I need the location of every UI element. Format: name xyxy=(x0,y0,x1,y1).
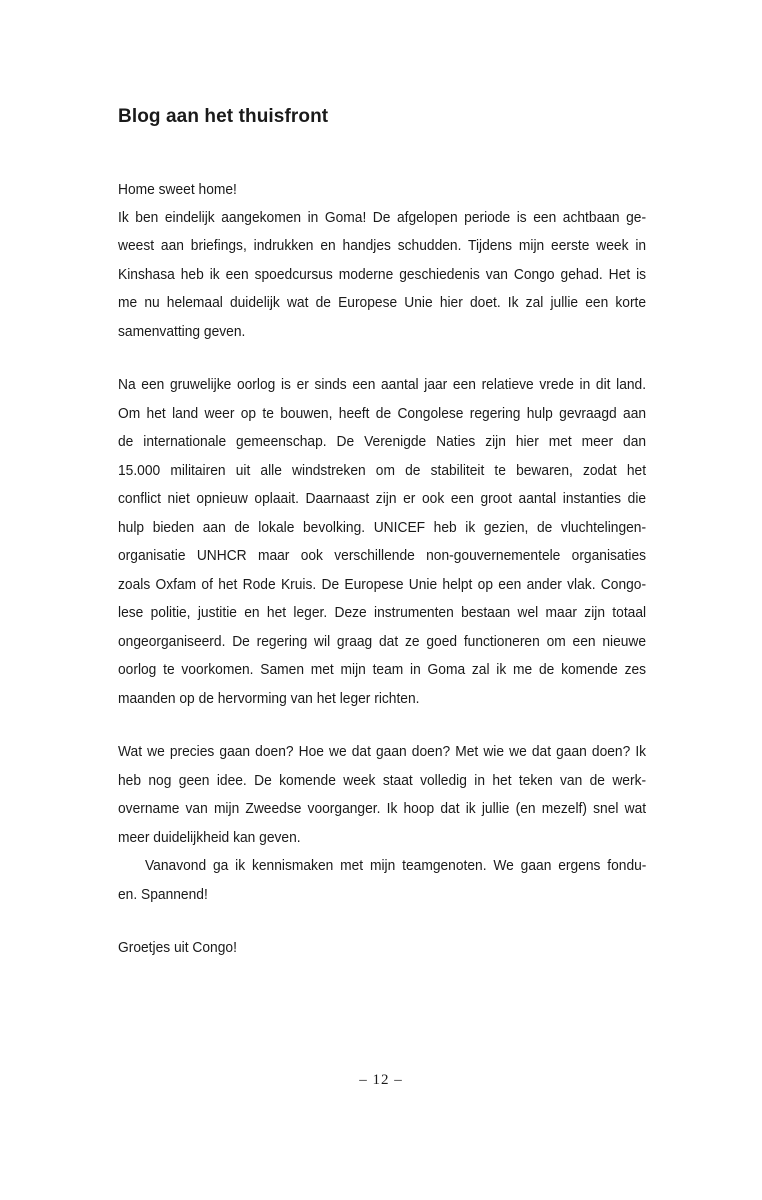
text-line: conflict niet opnieuw oplaait. Daarnaast zijn er ook een groot aantal instanties die xyxy=(118,490,647,507)
text-line: zoals Oxfam of het Rode Kruis. De Europese Unie helpt op een ander vlak. Congo- xyxy=(118,576,647,593)
text-line: 15.000 militairen uit alle windstreken om de stabiliteit te bewaren, zodat het xyxy=(118,462,647,479)
text-line: heb nog geen idee. De komende week staat volledig in het teken van de werk- xyxy=(118,772,647,789)
text-line: Home sweet home! xyxy=(118,181,237,198)
text-line: de internationale gemeenschap. De Verenigde Naties zijn hier met meer dan xyxy=(118,433,647,450)
text-line: organisatie UNHCR maar ook verschillende non-gouvernementele organisaties xyxy=(118,547,647,564)
text-line: Na een gruwelijke oorlog is er sinds een aantal jaar een relatieve vrede in dit land. xyxy=(118,376,647,393)
text-line: oorlog te voorkomen. Samen met mijn team in Goma zal ik me de komende zes xyxy=(118,661,647,678)
text-line: overname van mijn Zweedse voorganger. Ik hoop dat ik jullie (en mezelf) snel wat xyxy=(118,800,647,817)
text-line: lese politie, justitie en het leger. Deze instrumenten bestaan wel maar zijn totaal xyxy=(118,604,647,621)
text-line: Om het land weer op te bouwen, heeft de Congolese regering hulp gevraagd aan xyxy=(118,405,647,422)
text-line: samenvatting geven. xyxy=(118,323,246,340)
text-line: Groetjes uit Congo! xyxy=(118,939,237,956)
text-line: en. Spannend! xyxy=(118,886,208,903)
text-line: Wat we precies gaan doen? Hoe we dat gaan doen? Met wie we dat gaan doen? Ik xyxy=(118,743,647,760)
text-line: Kinshasa heb ik een spoedcursus moderne geschiedenis van Congo gehad. Het is xyxy=(118,266,647,283)
text-line: Ik ben eindelijk aangekomen in Goma! De afgelopen periode is een achtbaan ge- xyxy=(118,209,647,226)
page-title: Blog aan het thuisfront xyxy=(118,106,329,127)
text-line: meer duidelijkheid kan geven. xyxy=(118,829,301,846)
text-line: hulp bieden aan de lokale bevolking. UNICEF heb ik gezien, de vluchtelingen- xyxy=(118,519,647,536)
text-line: Vanavond ga ik kennismaken met mijn teamgenoten. We gaan ergens fondu- xyxy=(145,857,647,874)
text-line: maanden op de hervorming van het leger richten. xyxy=(118,690,420,707)
text-line: ongeorganiseerd. De regering wil graag dat ze goed functioneren om een nieuwe xyxy=(118,633,647,650)
page-number: – 12 – xyxy=(359,1072,403,1088)
text-line: me nu helemaal duidelijk wat de Europese Unie hier doet. Ik zal jullie een korte xyxy=(118,294,647,311)
text-line: weest aan briefings, indrukken en handjes schudden. Tijdens mijn eerste week in xyxy=(118,237,647,254)
